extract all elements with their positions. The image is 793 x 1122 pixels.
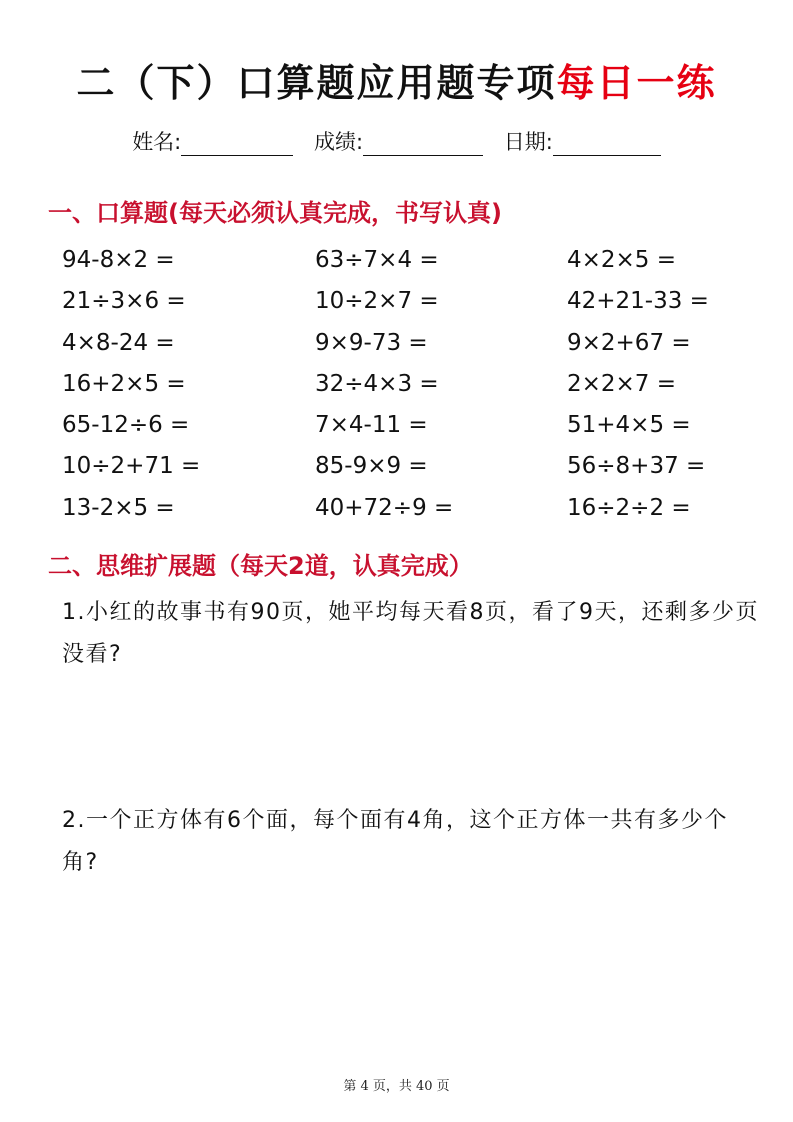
calc-item: 65-12÷6 = xyxy=(62,412,190,439)
calc-row xyxy=(62,242,762,283)
score-label: 成绩: xyxy=(313,130,364,154)
calc-item: 16+2×5 = xyxy=(62,370,186,397)
calc-item: 7×4-11 = xyxy=(315,412,428,439)
title-accent: 每日一练 xyxy=(556,61,717,105)
calc-item: 94-8×2 = xyxy=(62,247,175,273)
calc-item: 13-2×5 = xyxy=(62,494,175,521)
calc-item: 4×2×5 = xyxy=(567,247,677,273)
calc-item: 21÷3×6 = xyxy=(62,288,186,315)
date-label: 日期: xyxy=(503,130,553,154)
calc-item: 42+21-33 = xyxy=(567,288,709,315)
calc-row xyxy=(62,490,762,531)
calc-item: 10÷2+71 = xyxy=(62,453,201,480)
calc-item: 16÷2÷2 = xyxy=(567,494,691,521)
word-problem-1: 1.小红的故事书有90页，她平均每天看8页，看了9天，还剩多少页没看? xyxy=(62,600,759,667)
section-heading-mental-math: 一、口算题(每天必须认真完成，书写认真) xyxy=(48,199,502,227)
calc-item: 9×2+67 = xyxy=(567,329,691,356)
name-blank[interactable] xyxy=(181,135,293,156)
calc-item: 9×9-73 = xyxy=(315,329,428,356)
word-problem-2: 2.一个正方体有6个面，每个面有4角，这个正方体一共有多少个角? xyxy=(62,808,728,875)
calc-item: 63÷7×4 = xyxy=(315,247,439,273)
name-label: 姓名: xyxy=(132,130,182,154)
calc-item: 85-9×9 = xyxy=(315,453,428,480)
title-main: 二（下）口算题应用题专项 xyxy=(76,61,557,105)
date-blank[interactable] xyxy=(553,135,661,156)
calc-item: 4×8-24 = xyxy=(62,329,175,356)
calc-row xyxy=(62,448,762,489)
calc-row xyxy=(62,366,762,407)
score-blank[interactable] xyxy=(363,135,483,156)
calc-item: 32÷4×3 = xyxy=(315,370,439,397)
calc-item: 51+4×5 = xyxy=(567,412,691,439)
calc-row xyxy=(62,325,762,366)
student-info-row xyxy=(0,126,793,156)
mental-math-grid xyxy=(62,242,762,531)
calc-item: 2×2×7 = xyxy=(567,370,677,397)
calc-item: 40+72÷9 = xyxy=(315,494,454,521)
calc-item: 10÷2×7 = xyxy=(315,288,439,315)
calc-item: 56÷8+37 = xyxy=(567,453,706,480)
page-number-footer: 第 4 页，共 40 页 xyxy=(343,1079,450,1094)
calc-row xyxy=(62,283,762,324)
page-title xyxy=(0,52,793,107)
calc-row xyxy=(62,407,762,448)
section-heading-word-problems: 二、思维扩展题（每天2道，认真完成） xyxy=(48,552,473,580)
